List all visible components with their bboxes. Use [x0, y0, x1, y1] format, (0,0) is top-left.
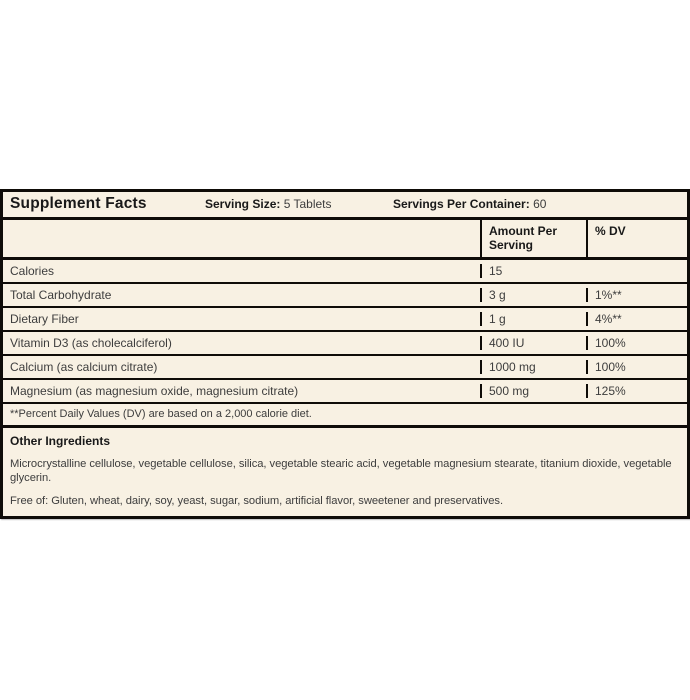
table-row [3, 282, 687, 306]
table-row [3, 330, 687, 354]
servings-per-container-label: Servings Per Container: [393, 197, 530, 211]
panel-title: Supplement Facts [10, 195, 147, 212]
table-row [3, 354, 687, 378]
column-header-amount: Amount Per Serving [480, 220, 586, 257]
nutrient-amount: 1000 mg [480, 360, 586, 374]
free-of-text: Free of: Gluten, wheat, dairy, soy, yeast, sugar, sodium, artificial flavor, sweetener and preservatives. [10, 495, 504, 507]
nutrient-amount: 400 IU [480, 336, 586, 350]
table-row [3, 257, 687, 282]
nutrient-name: Vitamin D3 (as cholecalciferol) [10, 336, 172, 350]
nutrient-dv: 100% [586, 360, 687, 374]
nutrient-dv: 1%** [586, 288, 687, 302]
serving-size [205, 197, 332, 211]
table-row [3, 306, 687, 330]
other-ingredients-text: Microcrystalline cellulose, vegetable cellulose, silica, vegetable stearic acid, vegetable magnesium stearate, titanium dioxide, vegetable glycerin. [10, 458, 672, 484]
nutrient-amount: 500 mg [480, 384, 586, 398]
column-header-empty [3, 220, 480, 257]
nutrient-dv: 125% [586, 384, 687, 398]
other-ingredients-heading: Other Ingredients [10, 434, 111, 448]
servings-per-container [393, 197, 546, 211]
nutrient-name: Total Carbohydrate [10, 288, 112, 302]
title-row [3, 192, 687, 217]
supplement-facts-panel [0, 189, 690, 519]
nutrient-amount: 1 g [480, 312, 586, 326]
daily-values-footnote: **Percent Daily Values (DV) are based on a 2,000 calorie diet. [3, 402, 687, 425]
serving-size-label: Serving Size: [205, 197, 281, 211]
servings-per-container-value: 60 [533, 197, 547, 211]
nutrient-amount: 15 [480, 264, 586, 278]
nutrient-name: Magnesium (as magnesium oxide, magnesium citrate) [10, 384, 299, 398]
nutrient-name: Calories [10, 264, 55, 278]
column-header-dv: % DV [586, 220, 687, 257]
serving-size-value: 5 Tablets [283, 197, 332, 211]
column-header-row [3, 217, 687, 257]
nutrient-dv: 100% [586, 336, 687, 350]
other-ingredients-section [3, 425, 687, 516]
nutrient-name: Dietary Fiber [10, 312, 79, 326]
nutrient-dv: 4%** [586, 312, 687, 326]
nutrient-amount: 3 g [480, 288, 586, 302]
table-row [3, 378, 687, 402]
nutrient-name: Calcium (as calcium citrate) [10, 360, 158, 374]
